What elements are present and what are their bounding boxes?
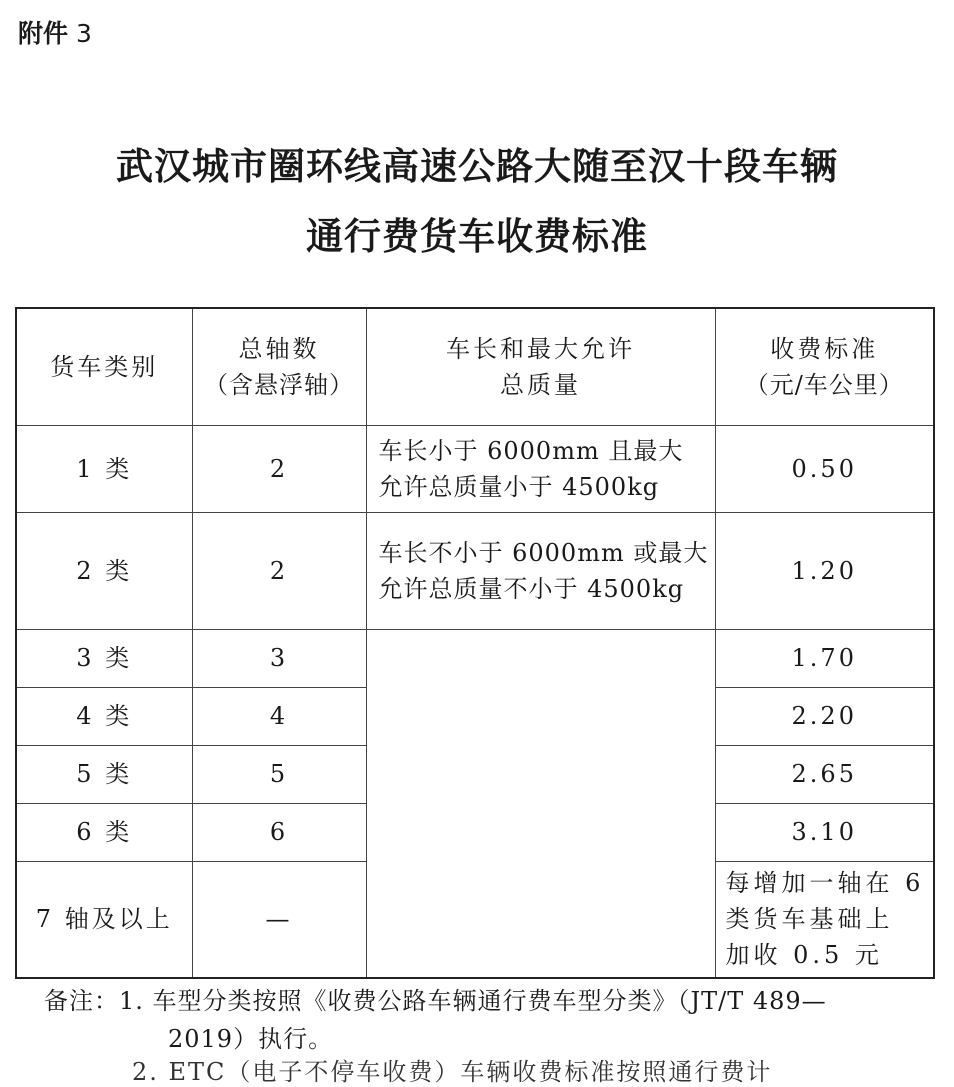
- header-rate-line2: （元/车公里）: [744, 370, 904, 399]
- cell-rate-line2: 类货车基础上: [725, 905, 894, 934]
- note-line2: 2019）执行。: [168, 1025, 334, 1053]
- document-title-line1: 武汉城市圈环线高速公路大随至汉十段车辆: [116, 145, 838, 188]
- cell-category: 3 类: [16, 629, 192, 687]
- attachment-label: [18, 14, 92, 50]
- document-title-line2: 通行费货车收费标准: [306, 215, 648, 258]
- cell-axles: 2: [192, 512, 366, 629]
- cell-category: 7 轴及以上: [16, 861, 192, 978]
- cell-axles: 3: [192, 629, 366, 687]
- table-row: [16, 512, 934, 629]
- attachment-word: 附件: [18, 19, 69, 48]
- cell-size-line2: 允许总质量不小于 4500kg: [378, 574, 685, 603]
- cell-rate-line1: 每增加一轴在 6: [725, 869, 925, 898]
- header-axles: [192, 308, 366, 425]
- cell-rate: [715, 861, 934, 978]
- header-size-line2: 总质量: [500, 370, 581, 399]
- note-line3-cut-off: 2. ETC（电子不停车收费）车辆收费标准按照通行费计: [132, 1058, 773, 1086]
- header-size-line1: 车长和最大允许: [446, 334, 635, 363]
- cell-size: [366, 512, 715, 629]
- attachment-number: 3: [75, 19, 92, 48]
- cell-axles: 6: [192, 803, 366, 861]
- cell-size: [366, 425, 715, 512]
- cell-axles: —: [192, 861, 366, 978]
- toll-rate-table: [15, 307, 935, 979]
- header-axles-line2: （含悬浮轴）: [204, 370, 354, 399]
- cell-category: 1 类: [16, 425, 192, 512]
- table-row: [16, 629, 934, 687]
- cell-rate: 1.20: [715, 512, 934, 629]
- table-header-row: [16, 308, 934, 425]
- header-category: 货车类别: [16, 308, 192, 425]
- cell-rate-line3: 加收 0.5 元: [725, 941, 883, 970]
- cell-category: 2 类: [16, 512, 192, 629]
- cell-size-line2: 允许总质量小于 4500kg: [378, 472, 660, 501]
- cell-axles: 4: [192, 687, 366, 745]
- cell-category: 4 类: [16, 687, 192, 745]
- header-rate-line1: 收费标准: [770, 334, 879, 363]
- header-size: [366, 308, 715, 425]
- cell-size-merged-empty: [366, 629, 715, 978]
- cell-category: 5 类: [16, 745, 192, 803]
- cell-rate: 0.50: [715, 425, 934, 512]
- cell-rate: 3.10: [715, 803, 934, 861]
- cell-category: 6 类: [16, 803, 192, 861]
- cell-rate: 2.65: [715, 745, 934, 803]
- header-rate: [715, 308, 934, 425]
- cell-size-line1: 车长不小于 6000mm 或最大: [378, 538, 709, 567]
- cell-rate: 2.20: [715, 687, 934, 745]
- note-line1: 备注：1. 车型分类按照《收费公路车辆通行费车型分类》（JT/T 489—: [44, 987, 827, 1015]
- cell-size-line1: 车长小于 6000mm 且最大: [378, 436, 684, 465]
- header-axles-line1: 总轴数: [238, 334, 320, 363]
- table-row: [16, 425, 934, 512]
- cell-axles: 5: [192, 745, 366, 803]
- cell-axles: 2: [192, 425, 366, 512]
- cell-rate: 1.70: [715, 629, 934, 687]
- table-notes: [44, 982, 827, 1058]
